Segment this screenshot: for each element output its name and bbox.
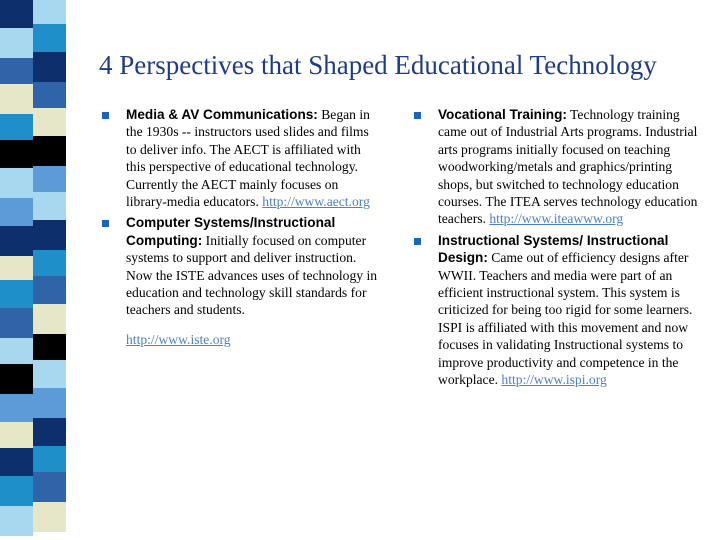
stripe-segment <box>33 276 66 304</box>
stripe-segment <box>0 280 33 308</box>
slide-title: 4 Perspectives that Shaped Educational Technology <box>99 50 657 80</box>
stripe-segment <box>0 114 33 140</box>
stripe-segment <box>33 360 66 388</box>
stripe-segment <box>0 256 33 280</box>
left-column <box>102 106 382 348</box>
stripe-segment <box>33 446 66 472</box>
right-column <box>414 106 702 389</box>
bullet-heading: Vocational Training: <box>438 107 567 122</box>
stripe-segment <box>33 220 66 250</box>
aect-link[interactable]: http://www.aect.org <box>262 194 370 210</box>
stripe-segment <box>33 24 66 52</box>
stripe-segment <box>0 226 33 256</box>
stripe-segment <box>33 388 66 418</box>
stripe-segment <box>33 166 66 192</box>
stripe-segment <box>33 52 66 82</box>
bullet-media-av <box>102 106 382 210</box>
bullet-heading: Media & AV Communications: <box>126 107 318 122</box>
stripe-segment <box>33 250 66 276</box>
stripe-segment <box>0 58 33 84</box>
stripe-segment <box>0 84 33 114</box>
stripe-segment <box>0 422 33 448</box>
decorative-stripe-bar <box>0 0 66 540</box>
stripe-segment <box>33 502 66 532</box>
stripe-segment <box>33 82 66 108</box>
itea-link[interactable]: http://www.iteawww.org <box>489 211 624 227</box>
stripe-segment <box>33 418 66 446</box>
stripe-segment <box>0 0 33 28</box>
stripe-segment <box>33 136 66 166</box>
stripe-segment <box>0 448 33 476</box>
bullet-text: Came out of efficiency designs after WWII. Teachers and media were part of an efficient instructional system. This system is criticized for being too rigid for some learners. ISPI is affiliated with this movement and now focuses in validating Instructional systems to improve productivity and competence in the workplace. <box>438 250 693 388</box>
bullet-vocational-training <box>414 106 702 228</box>
stripe-segment <box>0 364 33 394</box>
stripe-segment <box>33 108 66 136</box>
iste-link[interactable]: http://www.iste.org <box>126 331 231 347</box>
bullet-instructional-systems <box>414 232 702 389</box>
bullet-square-icon <box>414 112 421 119</box>
bullet-heading: Computer Systems/Instructional Computing: <box>126 215 336 248</box>
stripe-segment <box>33 304 66 334</box>
ispi-link[interactable]: http://www.ispi.org <box>501 372 607 388</box>
stripe-segment <box>33 0 66 24</box>
bullet-heading: Instructional Systems/ Instructional Design: <box>438 232 669 266</box>
stripe-segment <box>33 192 66 220</box>
stripe-segment <box>0 168 33 198</box>
bullet-computer-systems <box>102 214 382 348</box>
stripe-segment <box>0 506 33 536</box>
bullet-square-icon <box>414 238 421 245</box>
bullet-text: Technology training came out of Industrial Arts programs. Industrial arts programs initially focused on teaching woodworking/metals and graphics/printing shops, but switched to technology education courses. The ITEA serves technology education teachers. <box>438 107 698 227</box>
bullet-text: Initially focused on computer systems to support and deliver instruction. Now the ISTE advances uses of technology in education and technology skill standards for teachers and students. <box>126 232 378 318</box>
bullet-square-icon <box>102 112 109 119</box>
stripe-segment <box>0 308 33 338</box>
stripe-segment <box>33 334 66 360</box>
bullet-text: Began in the 1930s -- instructors used slides and films to deliver info. The AECT is affiliated with this perspective of educational technology. Currently the AECT mainly focuses on library-media educators. <box>126 107 370 210</box>
stripe-segment <box>0 338 33 364</box>
stripe-segment <box>0 476 33 506</box>
stripe-segment <box>0 198 33 226</box>
bullet-square-icon <box>102 220 109 227</box>
stripe-segment <box>0 140 33 168</box>
stripe-segment <box>0 394 33 422</box>
stripe-segment <box>0 28 33 58</box>
stripe-segment <box>33 472 66 502</box>
